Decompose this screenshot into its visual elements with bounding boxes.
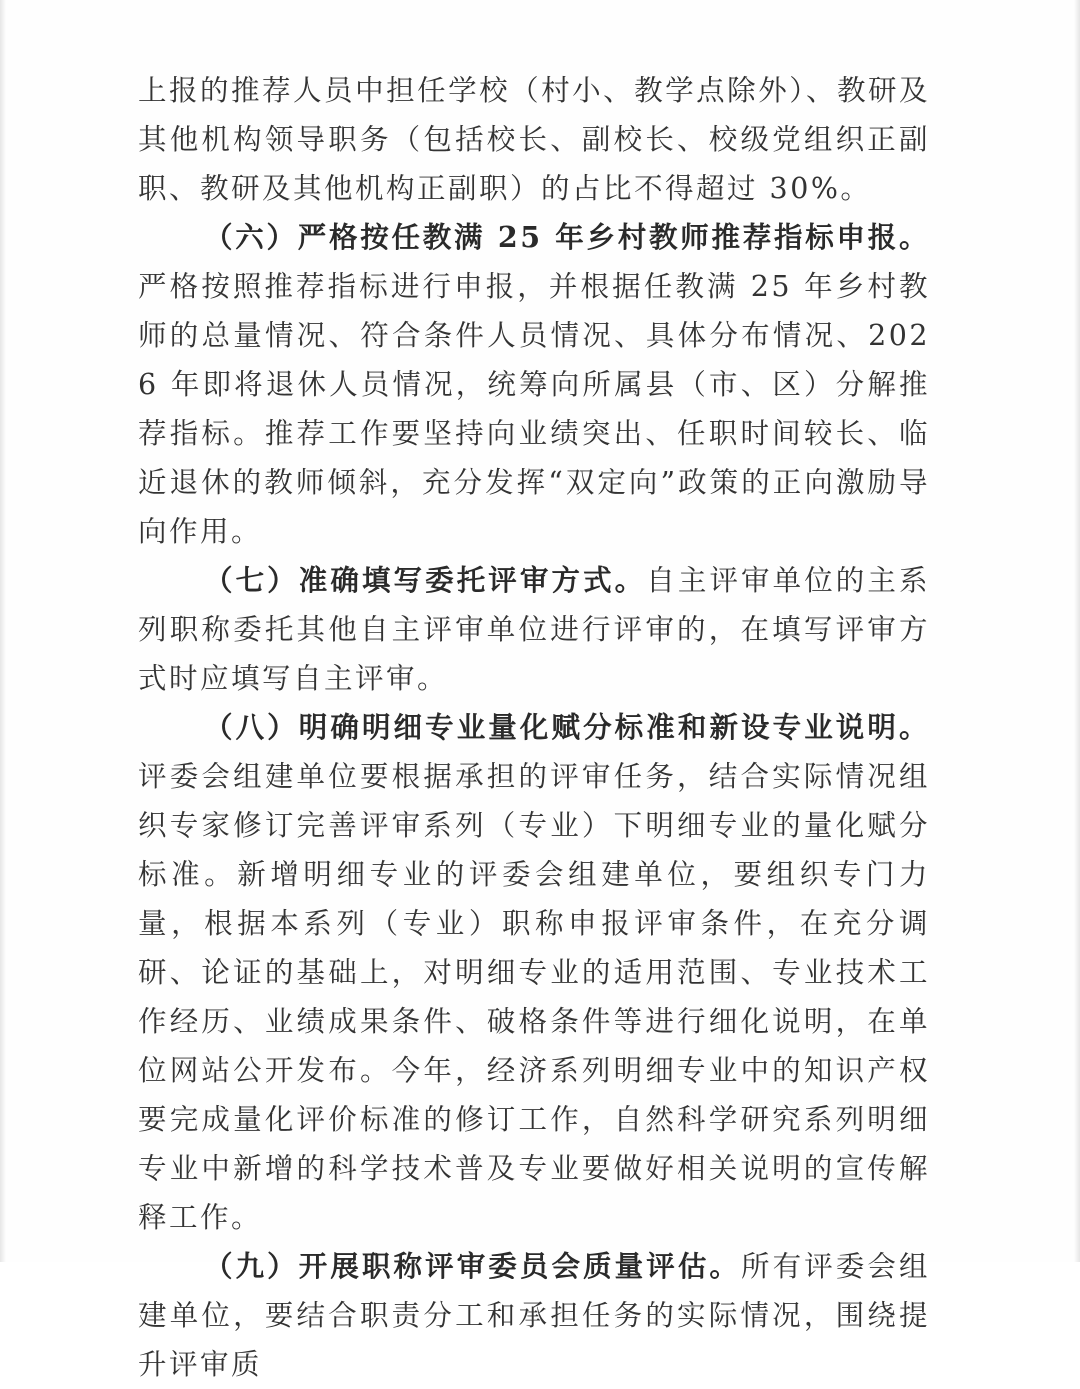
- paragraph-text: 所有评委会组建单位，要结合职责分工和承担任务的实际情况，围绕提升评审质: [138, 1250, 930, 1381]
- page-left-edge: [0, 0, 6, 1262]
- paragraph-text: 自主评审单位的主系列职称委托其他自主评审单位进行评审的，在填写评审方式时应填写自主评审。: [138, 564, 930, 695]
- section-heading: （九）开展职称评审委员会质量评估。: [204, 1249, 742, 1283]
- paragraph-section-8: [138, 703, 930, 1242]
- paragraph-text: 评委会组建单位要根据承担的评审任务，结合实际情况组织专家修订完善评审系列（专业）下明细专业的量化赋分标准。新增明细专业的评委会组建单位，要组织专门力量，根据本系列（专业）职称申报评审条件，在充分调研、论证的基础上，对明细专业的适用范围、专业技术工作经历、业绩成果条件、破格条件等进行细化说明，在单位网站公开发布。今年，经济系列明细专业中的知识产权要完成量化评价标准的修订工作，自然科学研究系列明细专业中新增的科学技术普及专业要做好相关说明的宣传解释工作。: [138, 760, 930, 1234]
- paragraph-section-9: [138, 1242, 930, 1389]
- paragraph-section-7: [138, 556, 930, 703]
- section-heading: （八）明确明细专业量化赋分标准和新设专业说明。: [204, 710, 930, 744]
- page-right-edge: [1074, 0, 1080, 1262]
- section-heading: （六）严格按任教满 25 年乡村教师推荐指标申报。: [204, 220, 930, 254]
- document-body: [138, 66, 930, 1389]
- paragraph-continuation: [138, 66, 930, 213]
- paragraph-text: 上报的推荐人员中担任学校（村小、教学点除外）、教研及其他机构领导职务（包括校长、副校长、校级党组织正副职、教研及其他机构正副职）的占比不得超过 30%。: [138, 74, 930, 205]
- section-heading: （七）准确填写委托评审方式。: [204, 563, 647, 597]
- paragraph-section-6: [138, 213, 930, 556]
- paragraph-text: 严格按照推荐指标进行申报，并根据任教满 25 年乡村教师的总量情况、符合条件人员情况、具体分布情况、2026 年即将退休人员情况，统筹向所属县（市、区）分解推荐指标。推荐工作要坚持向业绩突出、任职时间较长、临近退休的教师倾斜，充分发挥“双定向”政策的正向激励导向作用。: [138, 270, 930, 548]
